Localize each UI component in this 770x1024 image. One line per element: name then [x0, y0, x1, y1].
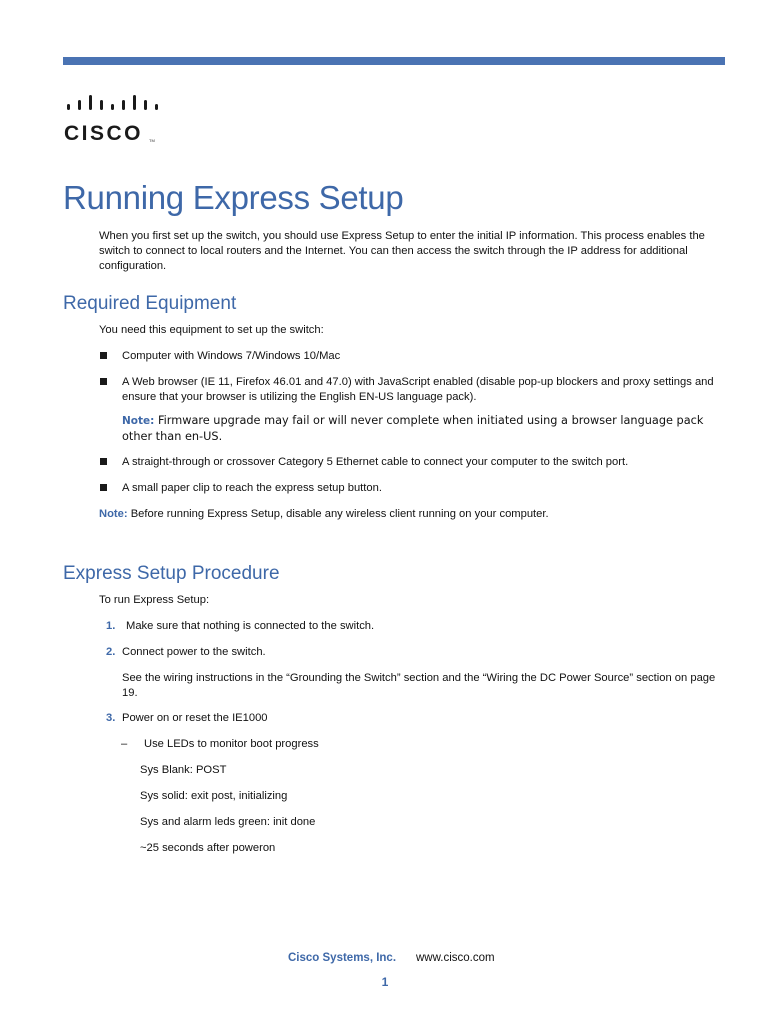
trademark-mark: TM — [149, 138, 155, 143]
procedure-heading: Express Setup Procedure — [63, 563, 280, 584]
step-text: Make sure that nothing is connected to the switch. — [126, 620, 375, 632]
page-number: 1 — [381, 975, 389, 989]
wireless-note — [99, 507, 727, 522]
note-label: Note: — [99, 508, 128, 520]
list-item: A Web browser (IE 11, Firefox 46.01 and 47.0) with JavaScript enabled (disable pop-up blockers and proxy settings and ensure that your browser is utilizing the English EN-US language pack). — [122, 376, 714, 403]
step-text: Power on or reset the IE1000 — [122, 712, 268, 724]
footer-url: www.cisco.com — [416, 952, 495, 964]
note-text: Before running Express Setup, disable any wireless client running on your computer. — [130, 508, 549, 520]
bullet-square-icon — [100, 458, 107, 465]
step-number: 1. — [106, 620, 116, 632]
led-status-item: ~25 seconds after poweron — [140, 842, 276, 854]
footer-company: Cisco Systems, Inc. — [288, 952, 397, 964]
required-lead: You need this equipment to set up the switch: — [99, 324, 324, 336]
list-item: Computer with Windows 7/Windows 10/Mac — [122, 350, 341, 362]
dash-item: Use LEDs to monitor boot progress — [144, 738, 319, 750]
led-status-item: Sys and alarm leds green: init done — [140, 816, 316, 828]
list-item: A straight-through or crossover Category 5 Ethernet cable to connect your computer to the switch port. — [122, 456, 629, 468]
step-text: Connect power to the switch. — [122, 646, 266, 658]
bullet-square-icon — [100, 352, 107, 359]
list-item: A small paper clip to reach the express setup button. — [122, 482, 382, 494]
cisco-logo-text: CISCO — [64, 122, 144, 145]
inline-note-label: Note: — [122, 415, 155, 427]
header-bar — [63, 57, 725, 65]
intro-paragraph: When you first set up the switch, you should use Express Setup to enter the initial IP information. This process enables the switch to connect to local routers and the Internet. You can then access the switch through the IP address for additional configuration. — [99, 230, 705, 272]
required-equipment-heading: Required Equipment — [63, 293, 237, 314]
inline-note — [122, 413, 727, 445]
procedure-lead: To run Express Setup: — [99, 594, 210, 606]
inline-note-text: Firmware upgrade may fail or will never complete when initiated using a browser language pack other than en-US. — [122, 414, 704, 443]
step-number: 3. — [106, 712, 116, 724]
bullet-square-icon — [100, 484, 107, 491]
page-title: Running Express Setup — [63, 179, 404, 216]
step-detail: See the wiring instructions in the “Grounding the Switch” section and the “Wiring the DC Power Source” section on page 19. — [122, 672, 716, 699]
led-status-item: Sys Blank: POST — [140, 764, 227, 776]
bullet-square-icon — [100, 378, 107, 385]
led-status-item: Sys solid: exit post, initializing — [140, 790, 288, 802]
step-number: 2. — [106, 646, 116, 658]
dash-marker: – — [121, 738, 128, 750]
